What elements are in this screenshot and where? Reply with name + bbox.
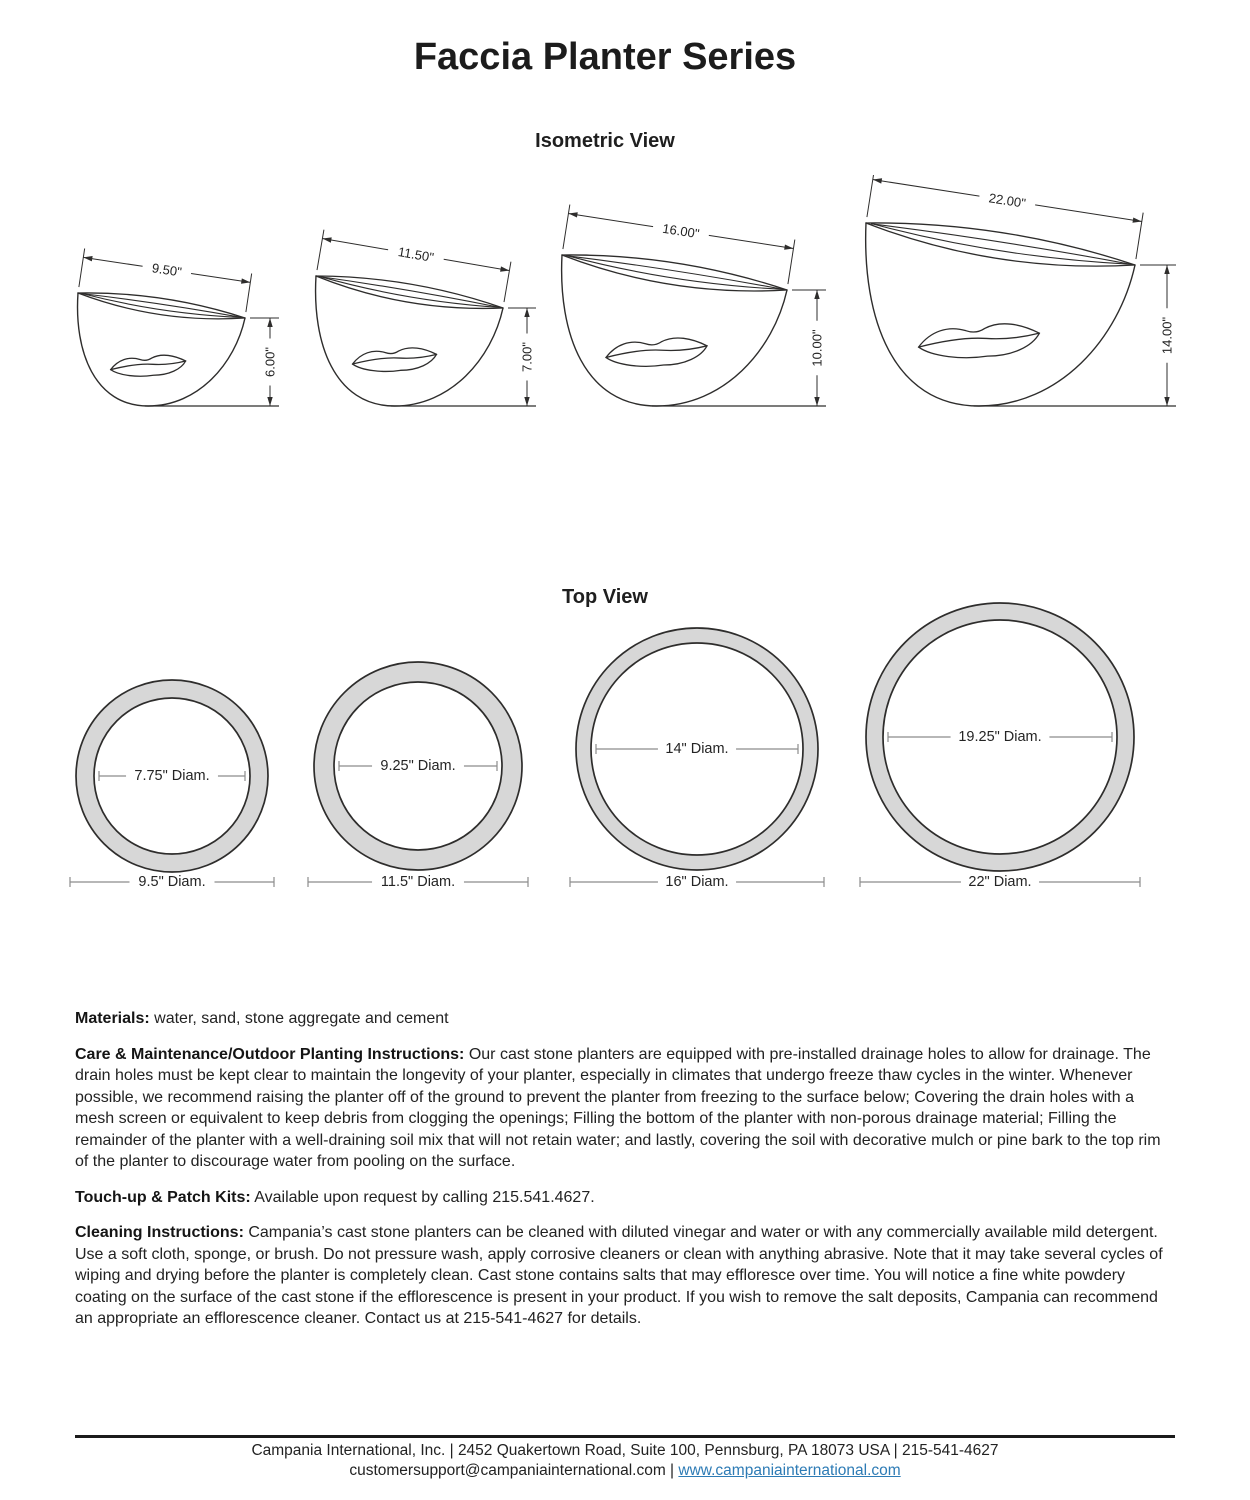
materials-text: water, sand, stone aggregate and cement — [149, 1010, 449, 1027]
outer-diameter-label: 16" Diam. — [665, 874, 729, 890]
inner-diameter-label: 9.25" Diam. — [380, 758, 456, 774]
inner-diameter-label: 7.75" Diam. — [134, 768, 210, 784]
lips-motif — [918, 322, 1041, 360]
touchup-text: Available upon request by calling 215.541.4627. — [250, 1188, 595, 1206]
isometric-planter-3 — [562, 205, 826, 406]
lips-motif — [352, 347, 437, 374]
materials-label: Materials: — [75, 1010, 150, 1027]
height-dimension-label: 6.00" — [262, 347, 278, 377]
footer-website-link[interactable]: www.campaniainternational.com — [678, 1462, 901, 1479]
top-view-heading: Top View — [562, 586, 648, 608]
care-maintenance-paragraph — [75, 1044, 1167, 1173]
height-dimension-label: 7.00" — [519, 342, 535, 372]
isometric-drawing — [0, 175, 1250, 435]
width-dimension-label: 22.00" — [987, 190, 1027, 211]
footer-rule — [75, 1435, 1175, 1438]
care-maintenance-label: Care & Maintenance/Outdoor Planting Instructions: — [75, 1045, 465, 1063]
touchup-paragraph — [75, 1187, 1167, 1209]
top-view-circle-2 — [308, 662, 528, 890]
cleaning-paragraph — [75, 1222, 1167, 1330]
height-dimension-label: 10.00" — [809, 329, 825, 367]
top-view-circle-4 — [860, 603, 1140, 890]
top-view-circle-1 — [70, 680, 274, 890]
height-dimension-label: 14.00" — [1159, 316, 1175, 355]
outer-diameter-label: 22" Diam. — [968, 874, 1032, 890]
width-dimension-label: 9.50" — [150, 260, 183, 280]
lips-motif — [110, 354, 186, 378]
footer-email: customersupport@campaniainternational.com — [349, 1462, 666, 1479]
footer-address-line: Campania International, Inc. | 2452 Quakertown Road, Suite 100, Pennsburg, PA 18073 USA | 215-541-4627 — [251, 1442, 999, 1459]
materials-paragraph — [75, 1008, 1167, 1030]
lips-motif — [605, 336, 708, 368]
care-maintenance-text: Our cast stone planters are equipped with pre-installed drainage holes to allow for drainage. The drain holes must be kept clear to maintain the longevity of your planter, especially in climates that undergo freeze thaw cycles in the winter. Whenever possible, we recommend raising the planter off of the ground to prevent the planter from freezing to the surface below; Covering the drain holes with a mesh screen or equivalent to keep debris from clogging the openings; Filling the bottom of the planter with non-porous drainage material; Filling the remainder of the planter with a well-draining soil mix that will not retain water; and lastly, covering the soil with decorative mulch or pine bark to the top rim of the planter to discourage water from pooling on the surface. — [75, 1045, 1161, 1170]
cleaning-text: Campania’s cast stone planters can be cleaned with diluted vinegar and water or with any commercially available mild detergent. Use a soft cloth, sponge, or brush. Do not pressure wash, apply corrosive cleaners or clean with anything abrasive. Note that it may take several cycles of wiping and drying before the planter is completely clean. Cast stone contains salts that may effloresce over time. You will notice a fine white powdery coating on the surface of the cast stone if the efflorescence is present in your product. If you wish to remove the salt deposits, Campania can recommend an appropriate an efflorescence cleaner. Contact us at 215-541-4627 for details. — [75, 1224, 1163, 1327]
outer-diameter-label: 9.5" Diam. — [138, 874, 206, 890]
footer — [75, 1441, 1175, 1481]
width-dimension-label: 16.00" — [661, 220, 701, 242]
touchup-label: Touch-up & Patch Kits: — [75, 1188, 251, 1206]
isometric-view-heading: Isometric View — [535, 130, 675, 152]
footer-contact-line — [75, 1461, 1175, 1481]
isometric-planter-1 — [78, 248, 279, 406]
inner-diameter-label: 14" Diam. — [665, 741, 729, 757]
footer-separator: | — [665, 1462, 679, 1479]
isometric-planter-2 — [316, 230, 536, 406]
width-dimension-label: 11.50" — [396, 244, 436, 265]
inner-diameter-label: 19.25" Diam. — [958, 729, 1042, 745]
page-title: Faccia Planter Series — [413, 36, 797, 78]
top-view-circle-3 — [570, 628, 824, 890]
top-view-drawing — [0, 600, 1250, 920]
spec-text-section — [75, 1008, 1167, 1344]
cleaning-label: Cleaning Instructions: — [75, 1224, 244, 1241]
isometric-planter-4 — [866, 175, 1176, 406]
outer-diameter-label: 11.5" Diam. — [380, 874, 456, 890]
